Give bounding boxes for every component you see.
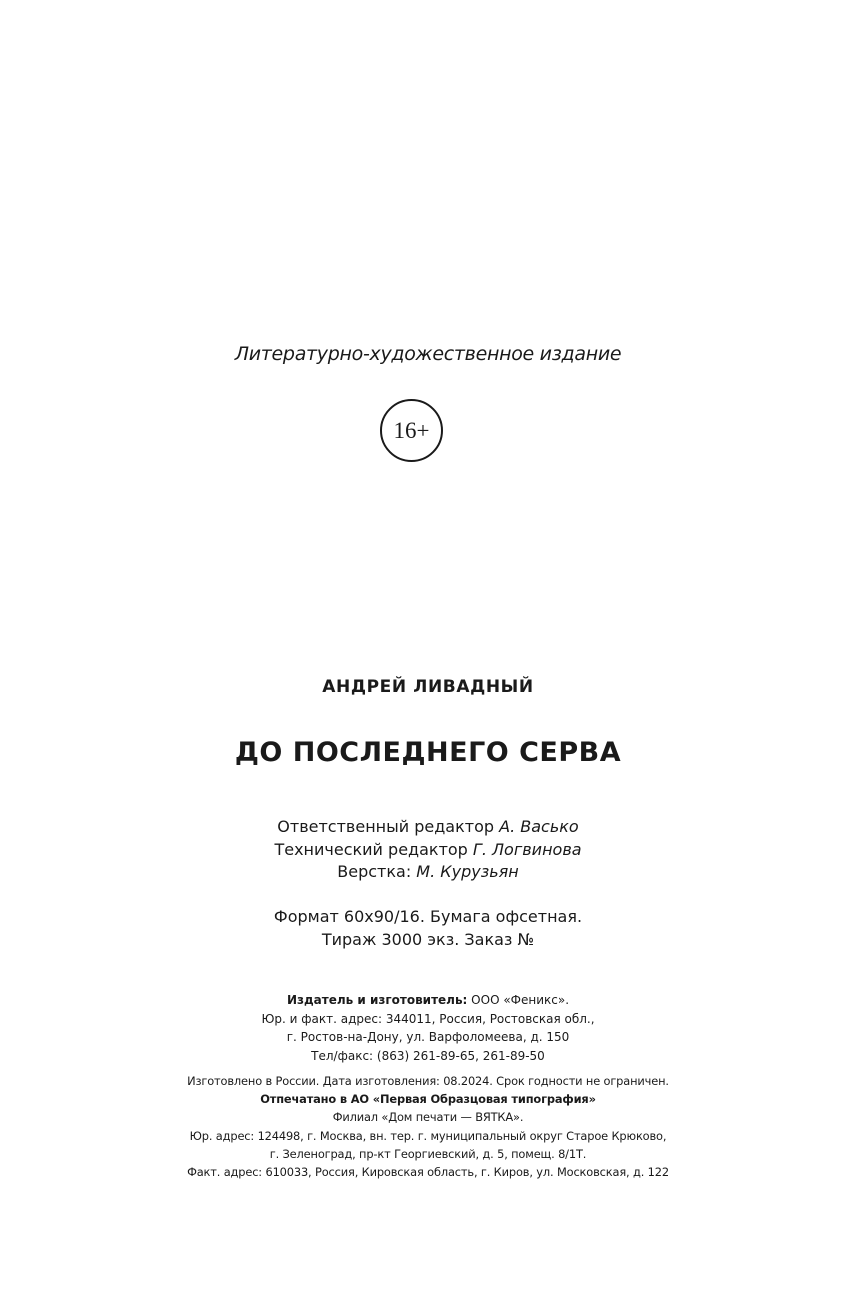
publisher-line [0,991,856,1010]
format-line: Формат 60х90/16. Бумага офсетная. [273,907,583,926]
credit-line [0,816,856,839]
publisher-address-line: Юр. и факт. адрес: 344011, Россия, Ростовская обл., [261,1011,595,1026]
credit-person: А. Васько [499,817,579,836]
book-title: ДО ПОСЛЕДНЕГО СЕРВА [234,737,622,768]
printer-actual-address-line: Факт. адрес: 610033, Россия, Кировская область, г. Киров, ул. Московская, д. 122 [187,1165,669,1180]
manufacture-line: Изготовлено в России. Дата изготовления: 08.2024. Срок годности не ограничен. [187,1074,669,1088]
printer-block [0,1072,856,1181]
publisher-label: Издатель и изготовитель: [286,993,468,1007]
publisher-phone-line: Тел/факс: (863) 261-89-65, 261-89-50 [311,1048,545,1063]
genre-label: Литературно-художественное издание [234,343,622,365]
printer-address-line: Юр. адрес: 124498, г. Москва, вн. тер. г. муниципальный округ Старое Крюково, [189,1128,667,1143]
credit-person: Г. Логвинова [472,839,582,859]
credit-role: Верстка: [337,862,417,881]
publisher-address-line: г. Ростов-на-Дону, ул. Варфоломеева, д. 150 [286,1030,570,1044]
credit-role: Технический редактор [274,839,473,859]
credit-person: М. Курузьян [416,862,519,881]
publisher-block [0,991,856,1065]
age-rating-badge [380,399,443,462]
age-rating-text: 16+ [393,417,430,443]
credits-block [0,816,856,884]
credit-line [0,861,856,884]
publisher-name: ООО «Феникс». [467,993,570,1007]
printed-by-line: Отпечатано в АО «Первая Образцовая типография» [260,1092,596,1107]
credit-role: Ответственный редактор [277,817,500,836]
format-block [0,905,856,951]
credit-line [0,839,856,862]
print-run-line: Тираж 3000 экз. Заказ № [321,930,535,949]
printer-address-line: г. Зеленоград, пр-кт Георгиевский, д. 5, помещ. 8/1Т. [269,1146,587,1161]
author-name: АНДРЕЙ ЛИВАДНЫЙ [322,677,534,697]
printer-branch-line: Филиал «Дом печати — ВЯТКА». [332,1110,524,1125]
